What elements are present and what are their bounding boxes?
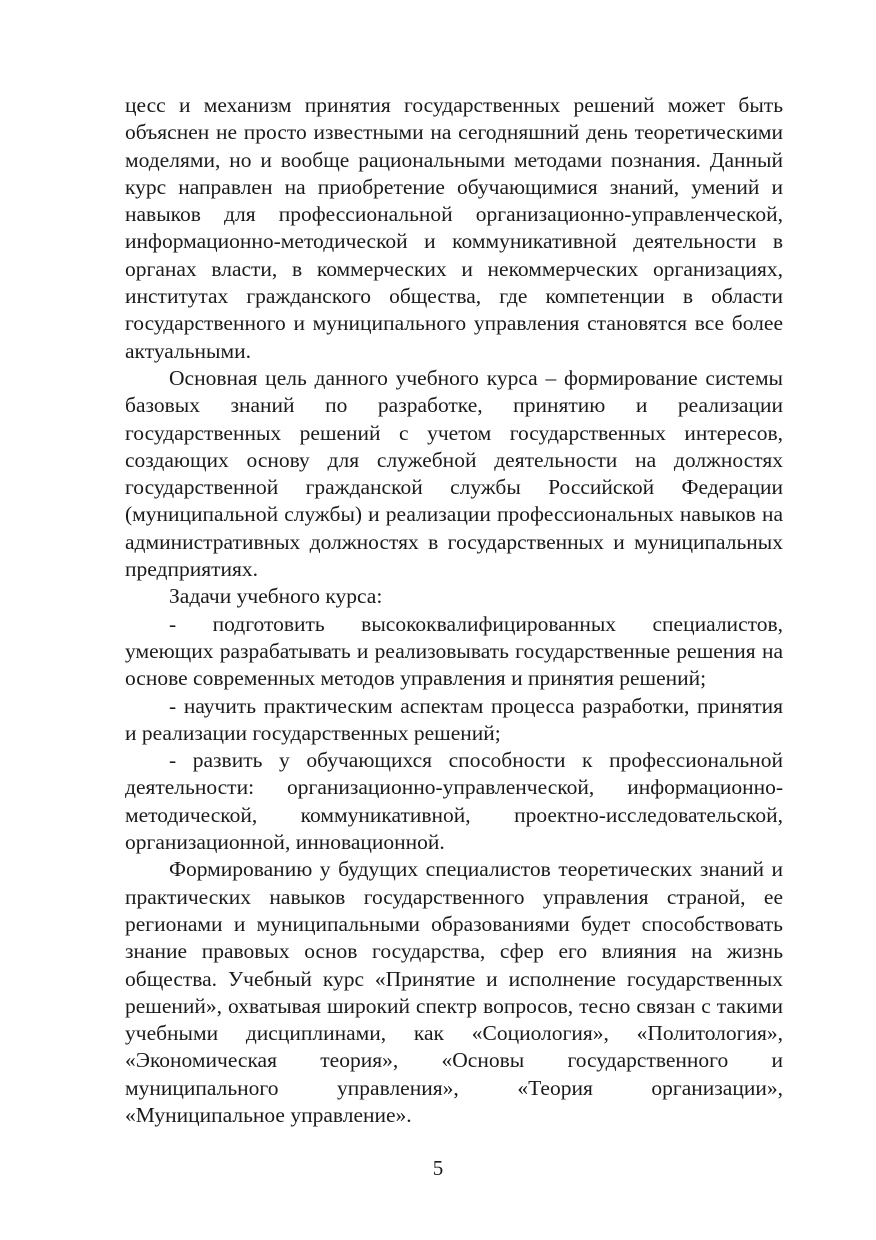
page-number: 5 bbox=[432, 1156, 444, 1180]
body-text bbox=[125, 92, 783, 1129]
task-item-2: - научить практическим аспектам процесса разработки, принятия и реализации государственных решений; bbox=[125, 693, 783, 745]
task-item-3: - развить у обучающихся способности к профессиональной деятельности: организационно-управленческой, информационно-методической, коммуникативной, проектно-исследовательской, организационной, инновационной. bbox=[125, 748, 783, 855]
paragraph-tasks-heading: Задачи учебного курса: bbox=[169, 584, 383, 609]
paragraph-continuation: цесс и механизм принятия государственных решений может быть объяснен не просто известными на сегодняшний день теоретическими моделями, но и вообще рациональными методами познания. Данный курс направлен на приобретение обучающимися знаний, умений и навыков для профессиональной организационно-управленческой, информационно-методической и коммуникативной деятельности в органах власти, в коммерческих и некоммерческих организациях, институтах гражданского общества, где компетенции в области государственного и муниципального управления становятся все более актуальными. bbox=[125, 93, 783, 363]
task-item-1: - подготовить высококвалифицированных специалистов, умеющих разрабатывать и реализовывать государственные решения на основе современных методов управления и принятия решений; bbox=[125, 611, 783, 691]
paragraph-related-disciplines: Формированию у будущих специалистов теоретических знаний и практических навыков государственного управления страной, ее регионами и муниципальными образованиями будет способствовать знание правовых основ государства, сфер его влияния на жизнь общества. Учебный курс «Принятие и исполнение государственных решений», охватывая широкий спектр вопросов, тесно связан с такими учебными дисциплинами, как «Социология», «Политология», «Экономическая теория», «Основы государственного и муниципального управления», «Теория организации», «Муниципальное управление». bbox=[125, 857, 783, 1127]
paragraph-course-goal: Основная цель данного учебного курса – формирование системы базовых знаний по разработке, принятию и реализации государственных решений с учетом государственных интересов, создающих основу для служебной деятельности на должностях государственной гражданской службы Российской Федерации (муниципальной службы) и реализации профессиональных навыков на административных должностях в государственных и муниципальных предприятиях. bbox=[125, 365, 783, 582]
